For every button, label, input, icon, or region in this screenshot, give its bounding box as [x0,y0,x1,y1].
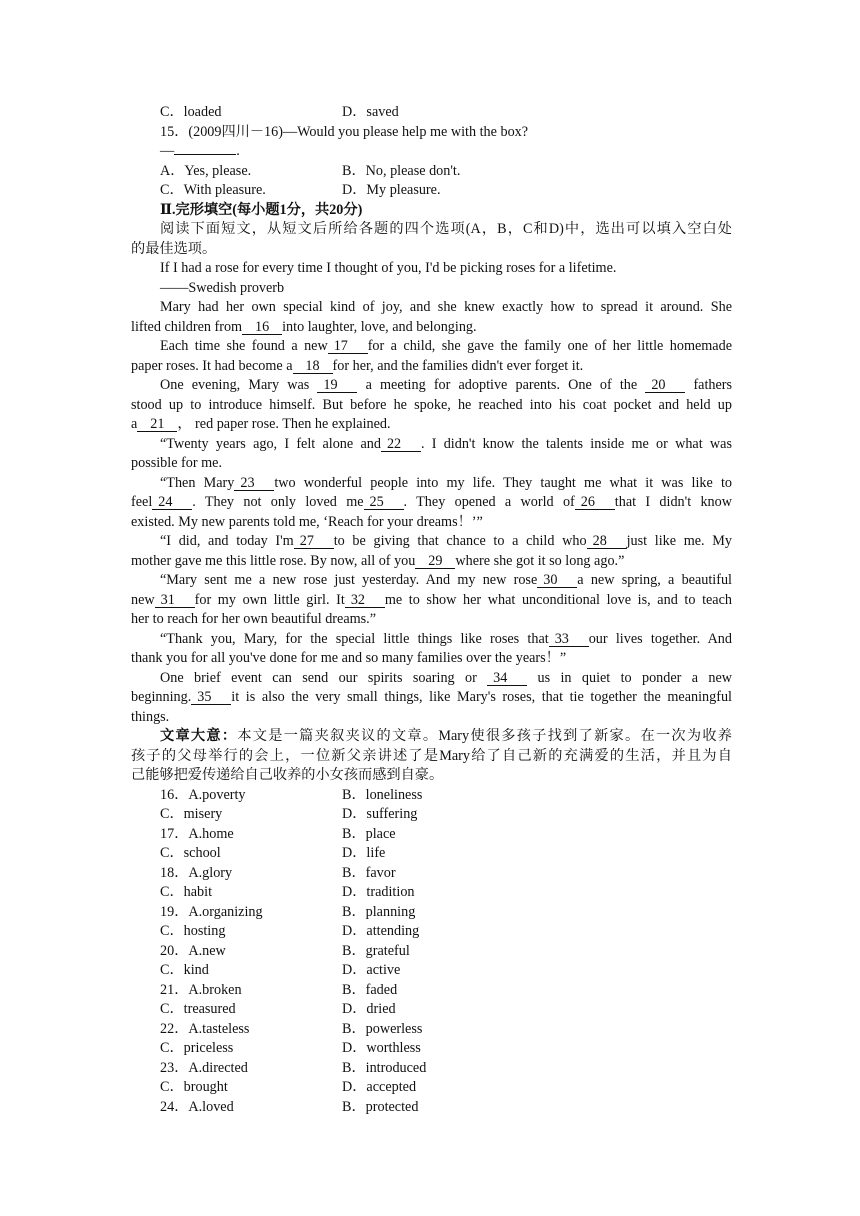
option-right: B．faded [342,981,398,998]
option-row [131,162,732,182]
passage-line: lifted children from 16 into laughter, love, and belonging. [131,318,477,335]
option-left: C．kind [160,962,209,978]
option-right: D．suffering [342,806,418,822]
option-row [131,1039,732,1059]
option-row [131,883,732,903]
option-left: C．misery [160,806,223,822]
option-left: 21．A.broken [160,981,242,998]
section-instructions-cont: 的最佳选项。 [131,240,217,257]
option-left: 24．A.loved [160,1098,234,1115]
option-row [131,825,732,845]
blank-20: 20 [645,378,685,393]
option-row [131,903,732,923]
passage-quote: If I had a rose for every time I thought of you, I'd be picking roses for a lifetime. [160,260,617,276]
option-row [131,844,732,864]
option-left: C．brought [160,1079,228,1095]
option-row [131,805,732,825]
blank-35: 35 [191,690,231,705]
passage-line: Each time she found a new 17 for a child, she gave the family one of her little homemade [160,338,732,354]
blank-28: 28 [587,534,627,549]
option-row [131,864,732,884]
blank-19: 19 [317,378,357,393]
option-left: 20．A.new [160,942,226,959]
passage-line: One evening, Mary was 19 a meeting for adoptive parents. One of the 20 fathers [160,377,732,393]
option-b: B．No, please don't. [342,162,461,179]
section-instructions: 阅读下面短文，从短文后所给各题的四个选项(A，B，C和D)中，选出可以填入空白处 [160,221,732,237]
option-row [131,786,732,806]
option-right: D．attending [342,923,420,939]
option-a: A．Yes, please. [160,162,252,179]
summary-line: 孩子的父母举行的会上，一位新父亲讲述了是Mary给了自己新的充满爱的生活，并且为自 [131,747,732,764]
option-left: C．habit [160,884,213,900]
blank-24: 24 [152,495,192,510]
blank-17: 17 [328,339,368,354]
option-right: B．powerless [342,1020,423,1037]
option-right: B．introduced [342,1059,427,1076]
passage-line: thank you for all you've done for me and so many families over the years！” [131,650,567,666]
summary-line: 己能够把爱传递给自己收养的小女孩而感到自豪。 [131,767,444,783]
passage-line: her to reach for her own beautiful dreams.” [131,611,377,627]
passage-line: “Then Mary 23 two wonderful people into my life. They taught me what it was like to [160,474,732,491]
option-row [131,1000,732,1020]
option-left: C．hosting [160,923,226,939]
blank-27: 27 [294,534,334,549]
passage-line: a 21 ， red paper rose. Then he explained. [131,416,391,432]
option-right: B．planning [342,903,416,920]
option-row [131,942,732,962]
option-row [131,1020,732,1040]
passage-line: stood up to introduce himself. But before he spoke, he reached into his coat pocket and held up [131,396,732,413]
blank-31: 31 [155,593,195,608]
blank-21: 21 [137,417,177,432]
passage-line: existed. My new parents told me, ‘Reach for your dreams！’” [131,513,483,530]
option-left: C．treasured [160,1001,236,1017]
option-left: 23．A.directed [160,1059,248,1076]
option-left: 18．A.glory [160,864,233,881]
passage-line: “Twenty years ago, I felt alone and 22 . I didn't know the talents inside me or what was [160,435,732,452]
option-row [131,1078,732,1098]
option-right: B．grateful [342,942,410,959]
option-right: D．active [342,962,401,978]
option-right: D．worthless [342,1040,421,1056]
option-c: C．With pleasure. [160,182,266,198]
passage-line: possible for me. [131,455,223,471]
option-right: D．tradition [342,884,415,900]
section-title: Ⅱ.完形填空(每小题1分，共20分) [160,201,363,218]
blank-30: 30 [537,573,577,588]
blank-25: 25 [364,495,404,510]
summary-line: 文章大意：本文是一篇夹叙夹议的文章。Mary使很多孩子找到了新家。在一次为收养 [160,728,732,744]
passage-line: One brief event can send our spirits soaring or 34 us in quiet to ponder a new [160,669,732,686]
passage-line: paper roses. It had become a 18 for her, and the families didn't ever forget it. [131,357,584,374]
option-right: B．loneliness [342,786,423,803]
summary-label: 文章大意： [160,728,238,744]
passage-line: feel 24 . They not only loved me 25 . They opened a world of 26 that I didn't know [131,494,732,510]
option-d: D．saved [342,104,399,120]
option-row [131,961,732,981]
blank-33: 33 [549,632,589,647]
option-left: C．school [160,845,221,861]
option-row [131,1098,732,1118]
blank-29: 29 [415,554,455,569]
document-body [131,103,732,1117]
passage-line: beginning. 35 it is also the very small things, like Mary's roses, that tie together the meaningful [131,689,732,705]
blank-34: 34 [487,671,527,686]
passage-line: “Thank you, Mary, for the special little things like roses that 33 our lives together. And [160,630,732,647]
question-15-stem: 15．(2009四川－16)—Would you please help me with the box? [160,123,529,140]
option-list [131,786,732,1118]
option-left: 16．A.poverty [160,786,246,803]
passage-line: things. [131,708,170,725]
option-right: D．life [342,845,386,861]
answer-blank [174,142,236,155]
option-left: 22．A.tasteless [160,1020,250,1037]
passage-line: “Mary sent me a new rose just yesterday. And my new rose 30 a new spring, a beautiful [160,572,732,588]
option-left: 19．A.organizing [160,903,263,920]
passage-line: mother gave me this little rose. By now, all of you 29 where she got it so long ago.” [131,552,625,569]
option-row [131,981,732,1001]
blank-16: 16 [242,320,282,335]
passage-quote-source: ——Swedish proverb [160,279,285,296]
option-right: B．protected [342,1098,419,1115]
option-row [131,922,732,942]
question-15-answer: — . [160,143,240,159]
option-row [131,181,732,201]
option-left: 17．A.home [160,825,234,842]
option-left: C．priceless [160,1040,234,1056]
blank-23: 23 [234,476,274,491]
blank-22: 22 [381,437,421,452]
option-right: B．favor [342,864,396,881]
option-c: C．loaded [160,104,222,120]
option-d: D．My pleasure. [342,182,441,198]
option-right: D．accepted [342,1079,417,1095]
blank-32: 32 [345,593,385,608]
option-right: B．place [342,825,396,842]
passage-line: “I did, and today I'm 27 to be giving that chance to a child who 28 just like me. My [160,533,732,549]
option-right: D．dried [342,1001,396,1017]
option-row [131,1059,732,1079]
passage-line: new 31 for my own little girl. It 32 me to show her what unconditional love is, and to teach [131,591,732,608]
option-row [131,103,732,123]
blank-18: 18 [293,359,333,374]
passage-line: Mary had her own special kind of joy, and she knew exactly how to spread it around. She [160,299,732,315]
blank-26: 26 [575,495,615,510]
